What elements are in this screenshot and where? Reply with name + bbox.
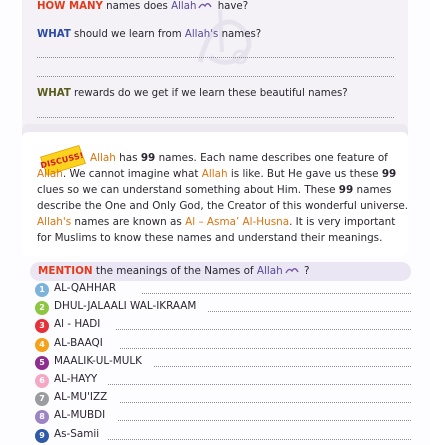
paragraph-line-5 [37,216,395,228]
text-span: names [353,184,392,196]
pbuh-seal-icon [285,265,299,276]
number-circle: 8 [35,410,49,424]
text-span: is like. But He gave us these [227,168,382,180]
divine-name: Al - HADI [54,318,101,331]
question-what-rewards [37,88,348,99]
name-row [0,354,430,372]
answer-line[interactable] [154,366,411,367]
number-circle: 1 [35,283,49,297]
answer-line[interactable] [108,384,411,385]
number-99: 99 [381,168,397,180]
text-span: names are known as [71,216,186,228]
answer-line[interactable] [37,117,394,118]
text-span: names. Each name describes one feature of [155,152,388,164]
allah-word: Allah [37,168,63,180]
question-text: should we learn from [70,29,185,40]
mention-text-end: ? [300,265,310,277]
name-row [0,408,430,426]
question-text-end: have? [214,1,249,12]
answer-line[interactable] [208,311,411,312]
number-circle: 7 [35,392,49,406]
number-circle: 5 [35,356,49,370]
name-row [0,317,430,335]
paragraph-line-1 [90,152,388,164]
name-row [0,336,430,354]
question-keyword: WHAT [37,29,71,40]
text-span: . We cannot imagine what [62,168,202,180]
mention-keyword: MENTION [38,265,93,277]
mention-instruction [38,265,310,277]
allah-word: Allah [256,265,283,277]
divine-name: AL-MUBDI [54,409,106,422]
text-span: describe the One and Only God, the Creator of this wonderful universe. [37,200,409,212]
answer-line[interactable] [142,293,411,294]
question-what-learn [37,29,261,40]
name-row [0,372,430,390]
answer-line[interactable] [116,329,411,330]
number-99: 99 [140,152,156,164]
answer-line[interactable] [120,348,411,349]
divine-name: AL-HAYY [54,373,98,385]
answer-line[interactable] [120,402,411,403]
question-text: names does [102,1,172,12]
name-row [0,390,430,408]
paragraph-line-6 [37,232,382,244]
number-circle: 9 [35,429,49,443]
pbuh-seal-icon [198,0,212,11]
text-span: for Muslims to know these names and understand their meanings. [37,232,383,244]
allah-word: Allah [201,168,228,180]
name-row [0,299,430,317]
answer-line[interactable] [37,57,394,58]
divine-name: MAALIK-UL-MULK [54,354,142,367]
question-keyword: HOW MANY [37,1,103,12]
answer-line[interactable] [118,420,411,421]
discuss-label: DISCUSS! [39,150,85,171]
mention-text: the meanings of the Names of [92,265,257,277]
question-text-end: names? [218,29,262,40]
divine-name: As-Samii [54,427,100,440]
paragraph-line-3 [37,184,391,196]
calligraphy-watermark [190,2,260,78]
divine-name: AL-BAAQI [54,336,103,349]
answer-line[interactable] [108,439,411,440]
paragraph-line-2 [37,168,396,180]
divine-name: AL-QAHHAR [54,282,117,294]
question-text: rewards do we get if we learn these beautiful names? [70,88,348,99]
divine-name: DHUL-JALAALI WAL-IKRAAM [54,300,197,313]
allah-word: Allah [90,152,116,164]
question-keyword: WHAT [37,88,71,99]
answer-line[interactable] [37,76,394,77]
question-how-many [37,0,248,12]
number-99: 99 [338,184,354,196]
allah-word: Allah [171,1,197,12]
text-span: . It is very important [289,216,396,228]
number-circle: 3 [35,319,49,333]
number-circle: 2 [35,301,49,315]
name-row [0,427,430,445]
number-circle: 6 [35,374,49,388]
divine-name: AL-MU'IZZ [54,391,108,404]
name-row [0,281,430,299]
paragraph-line-4 [37,200,408,212]
allah-word: Allah's [37,216,72,228]
number-circle: 4 [35,338,49,352]
asma-al-husna: Al – Asma’ Al-Husna [185,216,290,228]
text-span: clues so we can understand something about Him. These [37,184,339,196]
text-span: has [115,152,141,164]
allah-word: Allah's [184,29,219,40]
